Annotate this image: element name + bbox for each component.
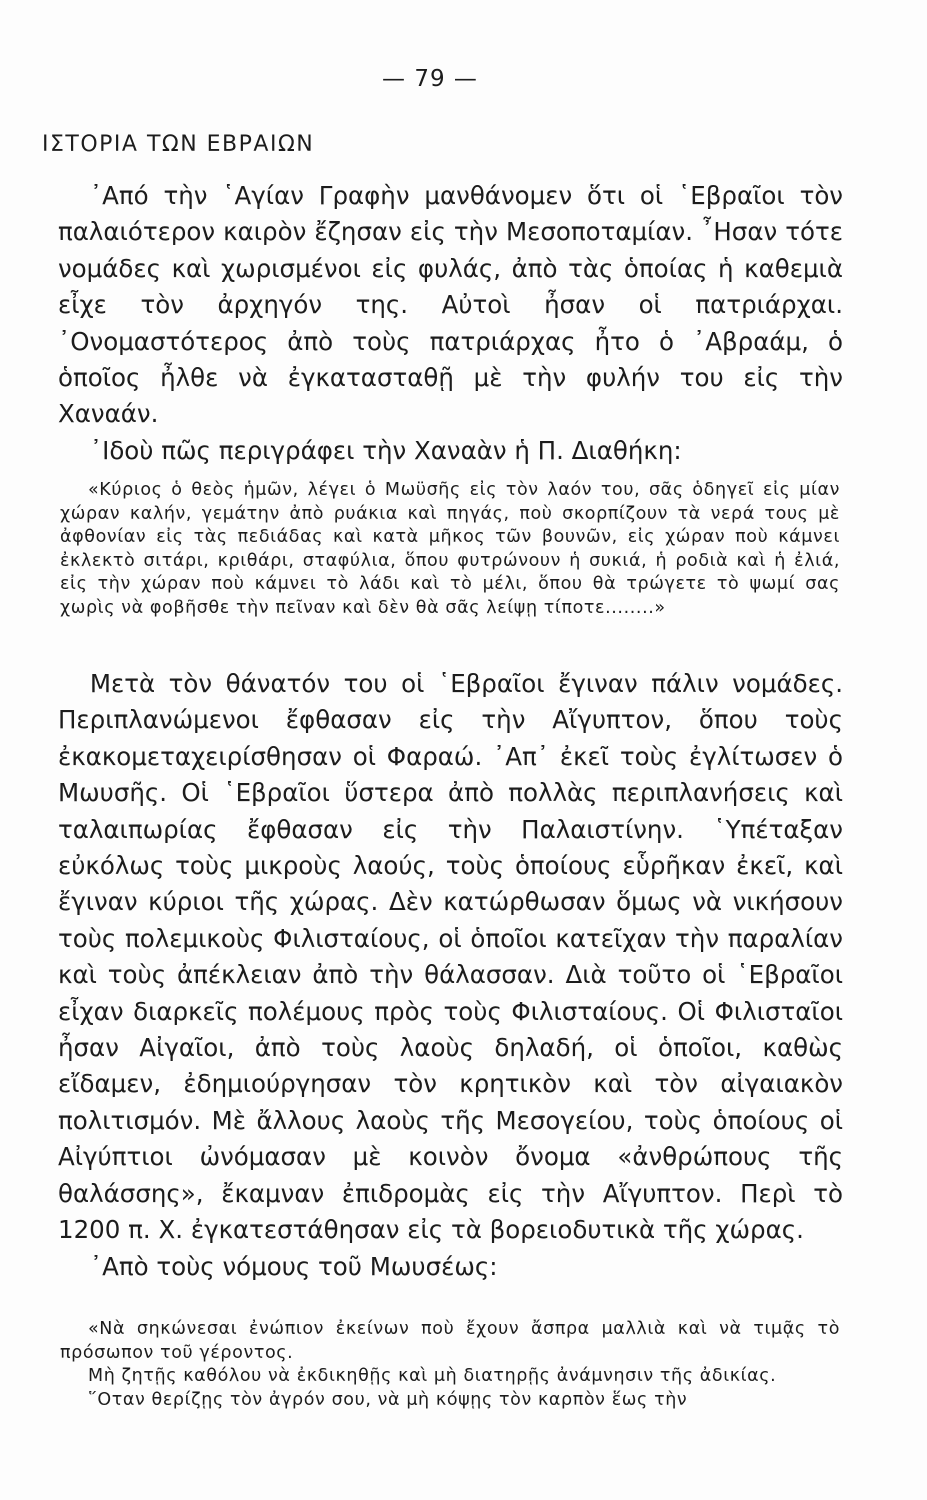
law-paragraph-3: ῞Οταν θερίζῃς τὸν ἀγρόν σου, νὰ μὴ κόψῃς τὸν καρπὸν ἕως τὴν [88, 1389, 688, 1410]
main-section [58, 666, 843, 1285]
law-paragraph-1: «Νὰ σηκώνεσαι ἐνώπιον ἐκείνων ποὺ ἔχουν ἄσπρα μαλλιὰ καὶ νὰ τιμᾷς τὸ πρόσωπον τοῦ γέροντος. [60, 1319, 840, 1363]
intro-section [58, 178, 843, 469]
scripture-quote [60, 479, 840, 621]
scripture-quote-text: «Κύριος ὁ θεὸς ἡμῶν, λέγει ὁ Μωϋσῆς εἰς τὸν λαόν του, σᾶς ὁδηγεῖ εἰς μίαν χώραν καλήν, γεμάτην ἀπὸ ρυάκια καὶ πηγάς, ποὺ σκορπίζουν τὰ νερά τους μὲ ἀφθονίαν εἰς τὰς πεδιάδας καὶ κατὰ μῆκος τῶν βουνῶν, εἰς χώραν ποὺ κάμνει ἐκλεκτὸ σιτάρι, κριθάρι, σταφύλια, ὅπου φυτρώνουν ἡ συκιά, ἡ ροδιὰ καὶ ἡ ἐλιά, εἰς τὴν χώραν ποὺ κάμνει τὸ λάδι καὶ τὸ μέλι, ὅπου θὰ τρώγετε τὸ ψωμί σας χωρὶς νὰ φοβῆσθε τὴν πεῖναν καὶ δὲν θὰ σᾶς λείψῃ τίποτε........» [60, 480, 840, 618]
law-paragraph-2: Μὴ ζητῇς καθόλου νὰ ἐκδικηθῇς καὶ μὴ διατηρῇς ἀνάμνησιν τῆς ἀδικίας. [88, 1366, 777, 1387]
page-number: — 79 — [382, 66, 478, 92]
laws-lead-in: ᾿Απὸ τοὺς νόμους τοῦ Μωυσέως: [89, 1251, 498, 1281]
intro-lead-in: ᾿Ιδοὺ πῶς περιγράφει τὴν Χαναὰν ἡ Π. Διαθήκη: [89, 435, 682, 465]
intro-paragraph: ᾿Από τὴν ῾Αγίαν Γραφὴν μανθάνομεν ὅτι οἱ ῾Εβραῖοι τὸν παλαιότερον καιρὸν ἔζησαν εἰς τὴν Μεσοποταμίαν. ῏Ησαν τότε νομάδες καὶ χωρισμένοι εἰς φυλάς, ἀπὸ τὰς ὁποίας ἡ καθεμιὰ εἶχε τὸν ἀρχηγόν της. Αὐτοὶ ἦσαν οἱ πατριάρχαι. ᾿Ονομαστότερος ἀπὸ τοὺς πατριάρχας ἦτο ὁ ᾿Αβραάμ, ὁ ὁποῖος ἦλθε νὰ ἐγκατασταθῇ μὲ τὴν φυλήν του εἰς τὴν Χαναάν. [58, 181, 843, 429]
section-heading: ΙΣΤΟΡΙΑ ΤΩΝ ΕΒΡΑΙΩΝ [42, 132, 315, 157]
main-paragraph: Μετὰ τὸν θάνατόν του οἱ ῾Εβραῖοι ἔγιναν πάλιν νομάδες. Περιπλανώμενοι ἔφθασαν εἰς τὴν Αἴγυπτον, ὅπου τοὺς ἐκακομεταχειρίσθησαν οἱ Φαραώ. ᾿Απ᾿ ἐκεῖ τοὺς ἐγλίτωσεν ὁ Μωυσῆς. Οἱ ῾Εβραῖοι ὕστερα ἀπὸ πολλὰς περιπλανήσεις καὶ ταλαιπωρίας ἔφθασαν εἰς τὴν Παλαιστίνην. ῾Υπέταξαν εὐκόλως τοὺς μικροὺς λαούς, τοὺς ὁποίους εὗρῆκαν ἐκεῖ, καὶ ἔγιναν κύριοι τῆς χώρας. Δὲν κατώρθωσαν ὅμως νὰ νικήσουν τοὺς πολεμικοὺς Φιλισταίους, οἱ ὁποῖοι κατεῖχαν τὴν παραλίαν καὶ τοὺς ἀπέκλειαν ἀπὸ τὴν θάλασσαν. Διὰ τοῦτο οἱ ῾Εβραῖοι εἶχαν διαρκεῖς πολέμους πρὸς τοὺς Φιλισταίους. Οἱ Φιλισταῖοι ἦσαν Αἰγαῖοι, ἀπὸ τοὺς λαοὺς δηλαδή, οἱ ὁποῖοι, καθὼς εἴδαμεν, ἐδημιούργησαν τὸν κρητικὸν καὶ τὸν αἰγαιακὸν πολιτισμόν. Μὲ ἄλλους λαοὺς τῆς Μεσογείου, τοὺς ὁποίους οἱ Αἰγύπτιοι ὠνόμασαν μὲ κοινὸν ὄνομα «ἀνθρώπους τῆς θαλάσσης», ἔκαμναν ἐπιδρομὰς εἰς τὴν Αἴγυπτον. Περὶ τὸ 1200 π. Χ. ἐγκατεστάθησαν εἰς τὰ βορειοδυτικὰ τῆς χώρας. [58, 669, 843, 1245]
laws-quote [60, 1318, 840, 1412]
